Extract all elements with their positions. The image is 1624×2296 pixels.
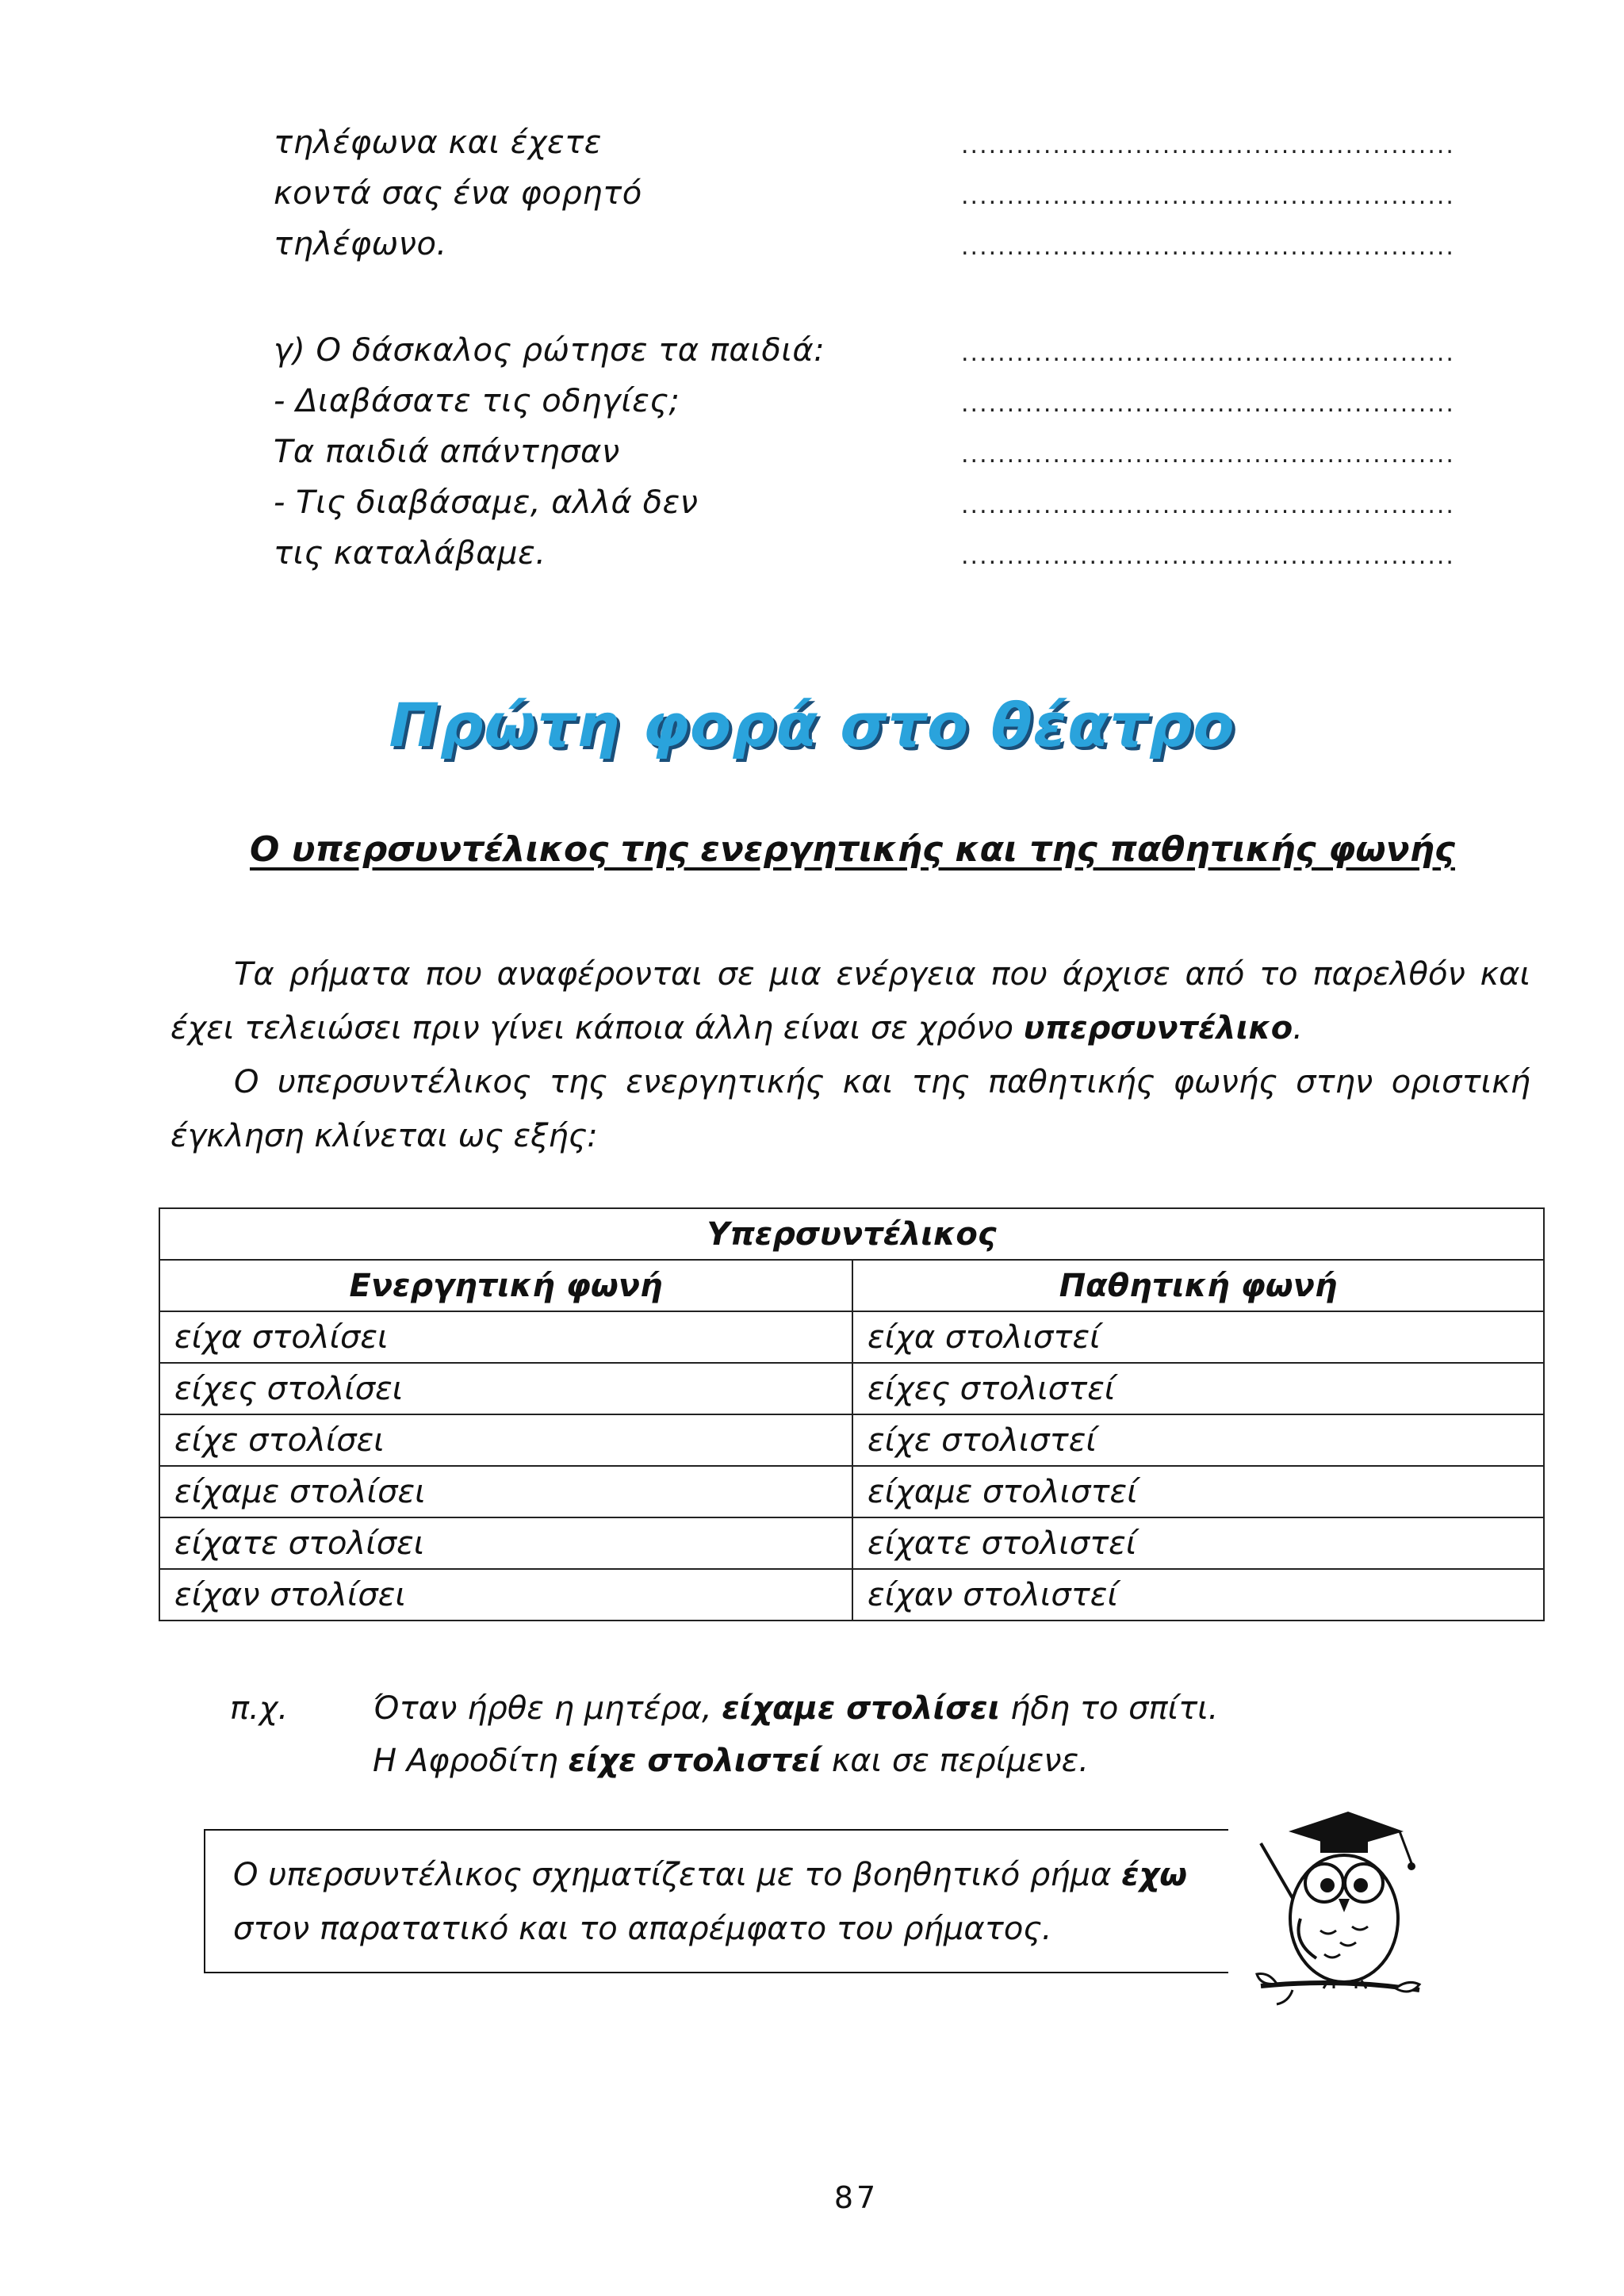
answer-line-1[interactable]: ......................................................: [961, 132, 1455, 159]
page-title: Πρώτη φορά στο θέατρο: [389, 690, 1235, 760]
active-cell: είχαν στολίσει: [159, 1569, 852, 1621]
exercise-line-8: τις καταλάβαμε.: [274, 535, 546, 572]
header-active-voice: Ενεργητική φωνή: [159, 1260, 852, 1311]
answer-line-3[interactable]: ......................................................: [961, 233, 1455, 261]
passive-cell: είχα στολιστεί: [852, 1311, 1544, 1363]
page-number: 87: [833, 2180, 879, 2215]
active-cell: είχες στολίσει: [159, 1363, 852, 1414]
exercise-line-5: - Διαβάσατε τις οδηγίες;: [274, 383, 680, 419]
answer-line-5[interactable]: ......................................................: [961, 390, 1455, 418]
answer-line-2[interactable]: ......................................................: [961, 182, 1455, 210]
active-cell: είχατε στολίσει: [159, 1517, 852, 1569]
table-caption: Υπερσυντέλικος: [159, 1208, 1544, 1260]
table-row: [159, 1517, 1544, 1569]
answer-line-6[interactable]: ......................................................: [961, 441, 1455, 469]
table-row: [159, 1311, 1544, 1363]
rule-text: Ο υπερσυντέλικος σχηματίζεται με το βοηθητικό ρήμα έχω στον παρατατικό και το απαρέμφατο του ρήματος.: [233, 1857, 1188, 1947]
active-cell: είχαμε στολίσει: [159, 1466, 852, 1517]
rule-box: [204, 1829, 1228, 1973]
exercise-line-7: - Τις διαβάσαμε, αλλά δεν: [274, 484, 699, 521]
header-passive-voice: Παθητική φωνή: [852, 1260, 1544, 1311]
exercise-line-1: τηλέφωνα και έχετε: [274, 124, 602, 161]
table-row: [159, 1569, 1544, 1621]
table-row: [159, 1466, 1544, 1517]
passive-cell: είχε στολιστεί: [852, 1414, 1544, 1466]
answer-line-7[interactable]: ......................................................: [961, 492, 1455, 519]
passive-cell: είχαμε στολιστεί: [852, 1466, 1544, 1517]
exercise-line-3: τηλέφωνο.: [274, 226, 447, 262]
exercise-line-2: κοντά σας ένα φορητό: [274, 175, 642, 212]
exercise-line-4: γ) Ο δάσκαλος ρώτησε τα παιδιά:: [274, 332, 825, 369]
intro-paragraph-2: Ο υπερσυντέλικος της ενεργητικής και της παθητικής φωνής στην οριστική έγκληση κλίνεται ως εξής:: [170, 1064, 1530, 1154]
conjugation-table: [159, 1207, 1545, 1621]
exercise-line-6: Τα παιδιά απάντησαν: [274, 434, 620, 470]
passive-cell: είχατε στολιστεί: [852, 1517, 1544, 1569]
table-row: [159, 1414, 1544, 1466]
table-row: [159, 1363, 1544, 1414]
term-bold: υπερσυντέλικο: [1023, 1010, 1293, 1047]
example-label: π.χ.: [230, 1690, 289, 1727]
passive-cell: είχαν στολιστεί: [852, 1569, 1544, 1621]
section-subtitle: Ο υπερσυντέλικος της ενεργητικής και της παθητικής φωνής: [250, 829, 1455, 870]
passive-cell: είχες στολιστεί: [852, 1363, 1544, 1414]
intro-paragraph-1: Τα ρήματα που αναφέρονται σε μια ενέργεια που άρχισε από το παρελθόν και έχει τελειώσει πριν γίνει κάποια άλλη είναι σε χρόνο υπερσυντέλικο.: [170, 956, 1530, 1047]
answer-line-8[interactable]: ......................................................: [961, 542, 1455, 570]
active-cell: είχα στολίσει: [159, 1311, 852, 1363]
answer-line-4[interactable]: ......................................................: [961, 339, 1455, 367]
example-sentence-2: Η Αφροδίτη είχε στολιστεί και σε περίμενε.: [373, 1743, 1089, 1779]
example-sentence-1: Όταν ήρθε η μητέρα, είχαμε στολίσει ήδη το σπίτι.: [373, 1690, 1219, 1727]
owl-teacher-icon: [1245, 1800, 1427, 2006]
active-cell: είχε στολίσει: [159, 1414, 852, 1466]
